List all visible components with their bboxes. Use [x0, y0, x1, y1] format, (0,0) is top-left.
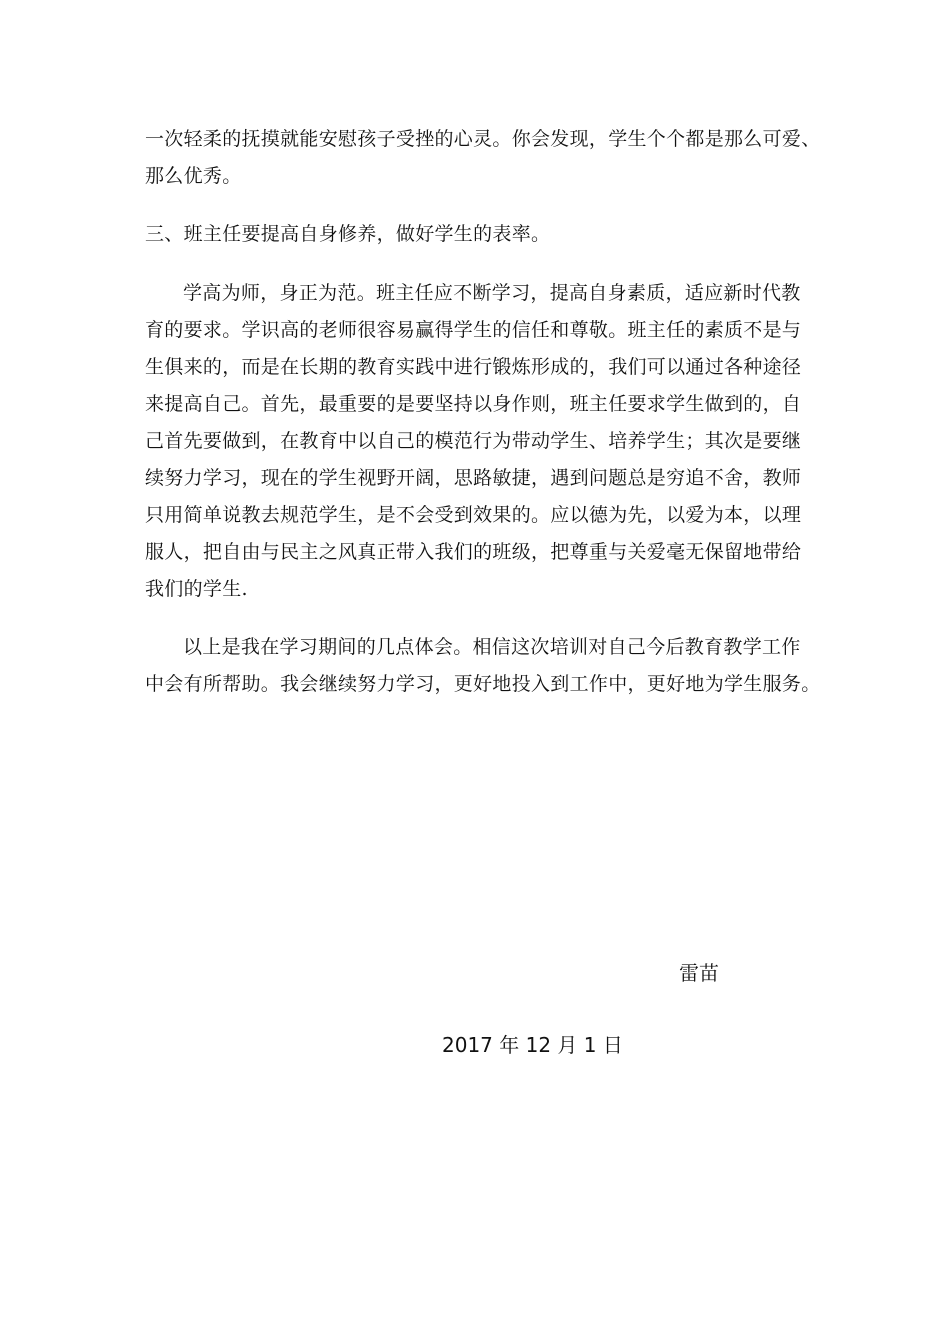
paragraph-line: 服人，把自由与民主之风真正带入我们的班级，把尊重与关爱毫无保留地带给 — [145, 541, 802, 563]
paragraph-line: 续努力学习，现在的学生视野开阔，思路敏捷，遇到问题总是穷追不舍，教师 — [145, 467, 802, 489]
author-signature: 雷苗 — [679, 961, 719, 985]
paragraph-line: 学高为师，身正为范。班主任应不断学习，提高自身素质，适应新时代教 — [183, 282, 801, 304]
paragraph-line: 己首先要做到，在教育中以自己的模范行为带动学生、培养学生；其次是要继 — [145, 430, 802, 452]
paragraph-line: 只用简单说教去规范学生，是不会受到效果的。应以德为先，以爱为本，以理 — [145, 504, 802, 526]
section-heading: 三、班主任要提高自身修养，做好学生的表率。 — [145, 223, 551, 245]
paragraph-line: 育的要求。学识高的老师很容易赢得学生的信任和尊敬。班主任的素质不是与 — [145, 319, 802, 341]
paragraph-line: 生俱来的，而是在长期的教育实践中进行锻炼形成的，我们可以通过各种途径 — [145, 356, 802, 378]
paragraph-line: 那么优秀。 — [145, 165, 242, 187]
paragraph-line: 我们的学生. — [145, 578, 248, 600]
paragraph-line: 以上是我在学习期间的几点体会。相信这次培训对自己今后教育教学工作 — [183, 636, 801, 658]
paragraph-line: 中会有所帮助。我会继续努力学习，更好地投入到工作中，更好地为学生服务。 — [145, 673, 821, 695]
paragraph-line: 来提高自己。首先，最重要的是要坚持以身作则，班主任要求学生做到的，自 — [145, 393, 802, 415]
paragraph-line: 一次轻柔的抚摸就能安慰孩子受挫的心灵。你会发现，学生个个都是那么可爱、 — [145, 128, 821, 150]
document-date: 2017 年 12 月 1 日 — [442, 1033, 623, 1057]
